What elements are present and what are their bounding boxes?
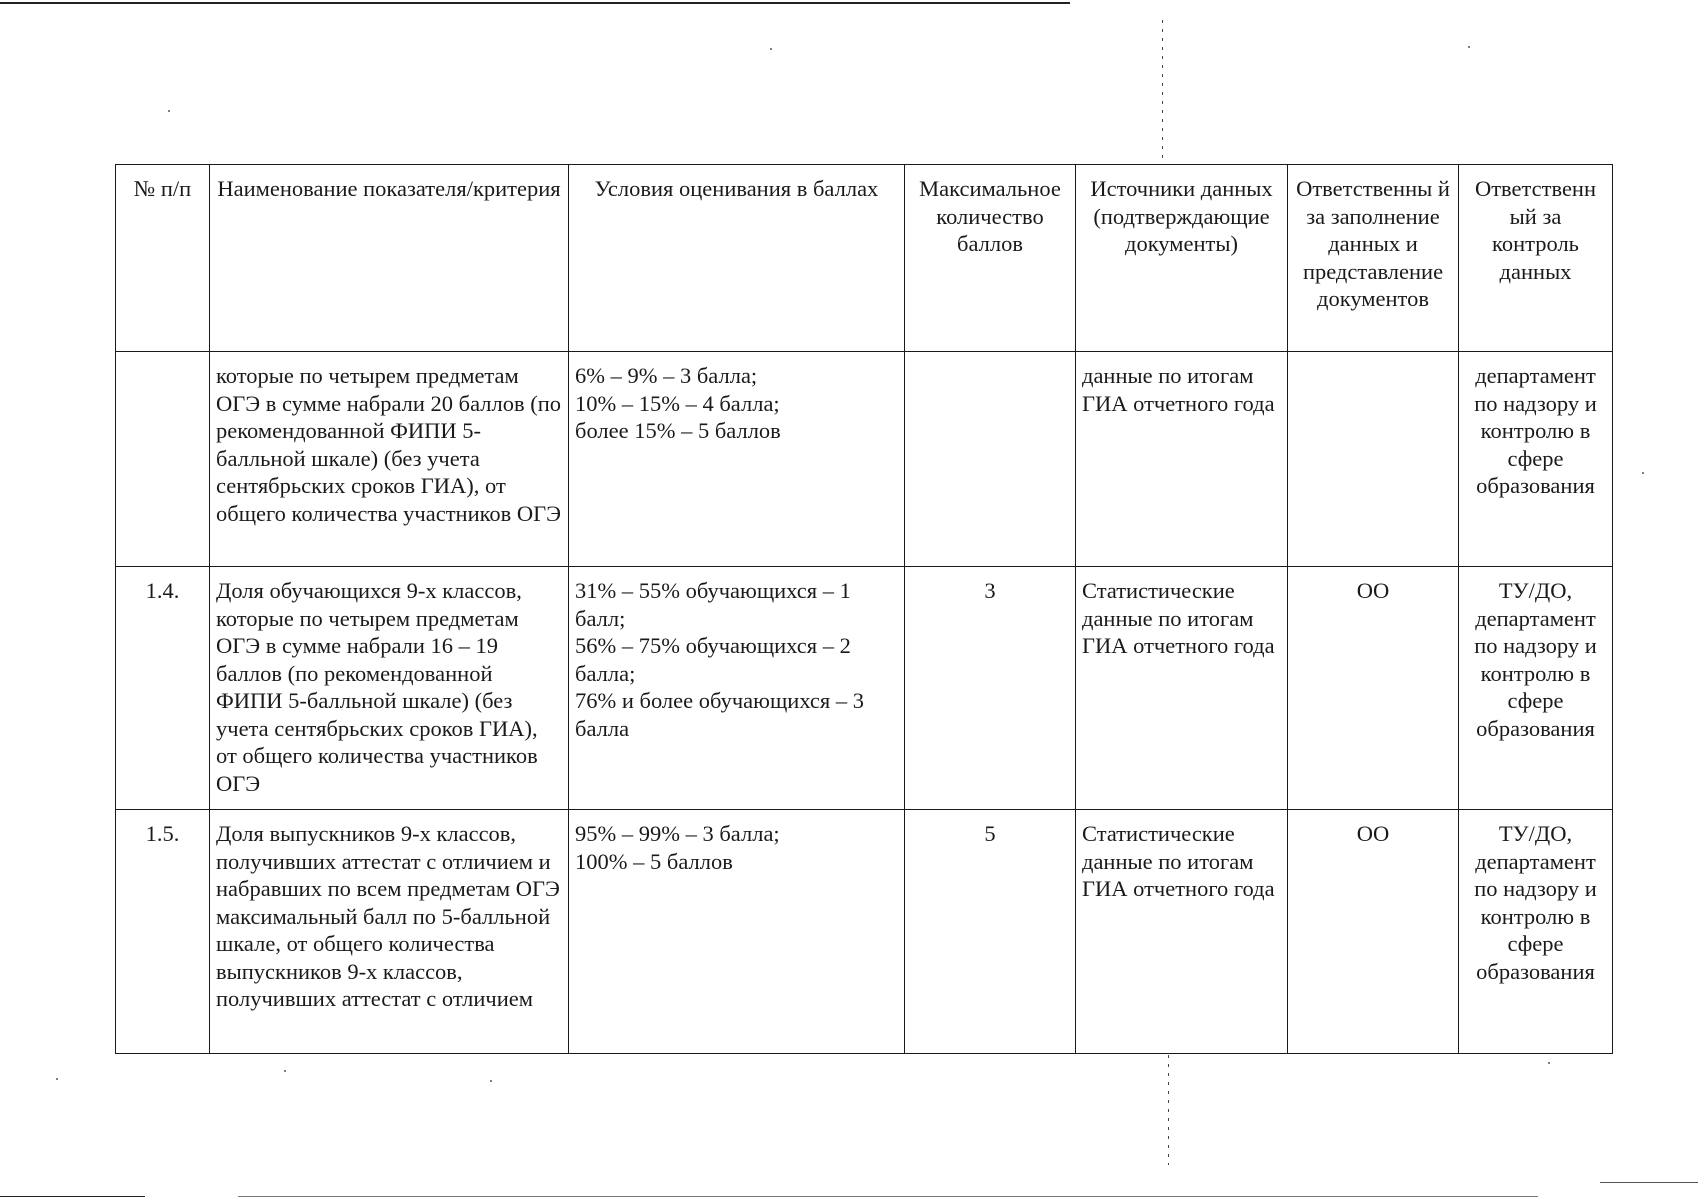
cell-conditions: 6% – 9% – 3 балла; 10% – 15% – 4 балла; более 15% – 5 баллов (569, 352, 905, 567)
criteria-table (115, 164, 1613, 1054)
header-cell-responsible-control: Ответственн ый за контроль данных (1459, 165, 1613, 352)
scan-speck (490, 1080, 492, 1082)
scan-fold-mark-top (1162, 20, 1163, 160)
cell-criterion: которые по четырем предметам ОГЭ в сумме набрали 20 баллов (по рекомендованной ФИПИ 5-балльной шкале) (без учета сентябрьских сроков ГИА), от общего количества участников ОГЭ (210, 352, 569, 567)
table-row (116, 567, 1613, 810)
cell-max-points: 3 (905, 567, 1076, 810)
scan-edge-bottom-mid (238, 1196, 1538, 1197)
scan-fold-mark-bottom (1168, 1055, 1169, 1165)
table-row (116, 352, 1613, 567)
header-cell-number: № п/п (116, 165, 210, 352)
cell-number (116, 352, 210, 567)
cell-responsible-control: ТУ/ДО, департамент по надзору и контролю в сфере образования (1459, 567, 1613, 810)
cell-criterion: Доля обучающихся 9-х классов, которые по четырем предметам ОГЭ в сумме набрали 16 – 19 баллов (по рекомендованной ФИПИ 5-балльной шкале) (без учета сентябрьских сроков ГИА), от общего количества участников ОГЭ (210, 567, 569, 810)
table-header-row (116, 165, 1613, 352)
cell-criterion: Доля выпускников 9-х классов, получивших аттестат с отличием и набравших по всем предметам ОГЭ максимальный балл по 5-балльной шкале, от общего количества выпускников 9-х классов, получивших аттестат с отличием (210, 810, 569, 1054)
cell-conditions: 31% – 55% обучающихся – 1 балл; 56% – 75% обучающихся – 2 балла; 76% и более обучающихся – 3 балла (569, 567, 905, 810)
cell-number: 1.5. (116, 810, 210, 1054)
cell-responsible-control: ТУ/ДО, департамент по надзору и контролю в сфере образования (1459, 810, 1613, 1054)
cell-responsible-fill: ОО (1288, 810, 1459, 1054)
scan-speck (1468, 46, 1470, 48)
table-row (116, 810, 1613, 1054)
cell-sources: Статистические данные по итогам ГИА отчетного года (1076, 810, 1288, 1054)
cell-number: 1.4. (116, 567, 210, 810)
cell-max-points (905, 352, 1076, 567)
scan-edge-bottom-right (1600, 1182, 1698, 1183)
cell-sources: данные по итогам ГИА отчетного года (1076, 352, 1288, 567)
cell-conditions: 95% – 99% – 3 балла; 100% – 5 баллов (569, 810, 905, 1054)
header-cell-max-points: Максимальное количество баллов (905, 165, 1076, 352)
scan-speck (1642, 472, 1644, 474)
scan-edge-top (0, 2, 1070, 4)
header-cell-criterion: Наименование показателя/критерия (210, 165, 569, 352)
scan-speck (284, 1070, 286, 1072)
cell-responsible-fill: ОО (1288, 567, 1459, 810)
scan-edge-bottom-left (0, 1196, 145, 1197)
header-cell-conditions: Условия оценивания в баллах (569, 165, 905, 352)
scan-speck (56, 1078, 58, 1080)
cell-max-points: 5 (905, 810, 1076, 1054)
cell-responsible-fill (1288, 352, 1459, 567)
scan-speck (168, 110, 170, 112)
scan-speck (770, 48, 772, 50)
cell-sources: Статистические данные по итогам ГИА отчетного года (1076, 567, 1288, 810)
header-cell-responsible-fill: Ответственны й за заполнение данных и представление документов (1288, 165, 1459, 352)
scan-speck (1548, 1062, 1550, 1064)
header-cell-sources: Источники данных (подтверждающие документы) (1076, 165, 1288, 352)
cell-responsible-control: департамент по надзору и контролю в сфере образования (1459, 352, 1613, 567)
